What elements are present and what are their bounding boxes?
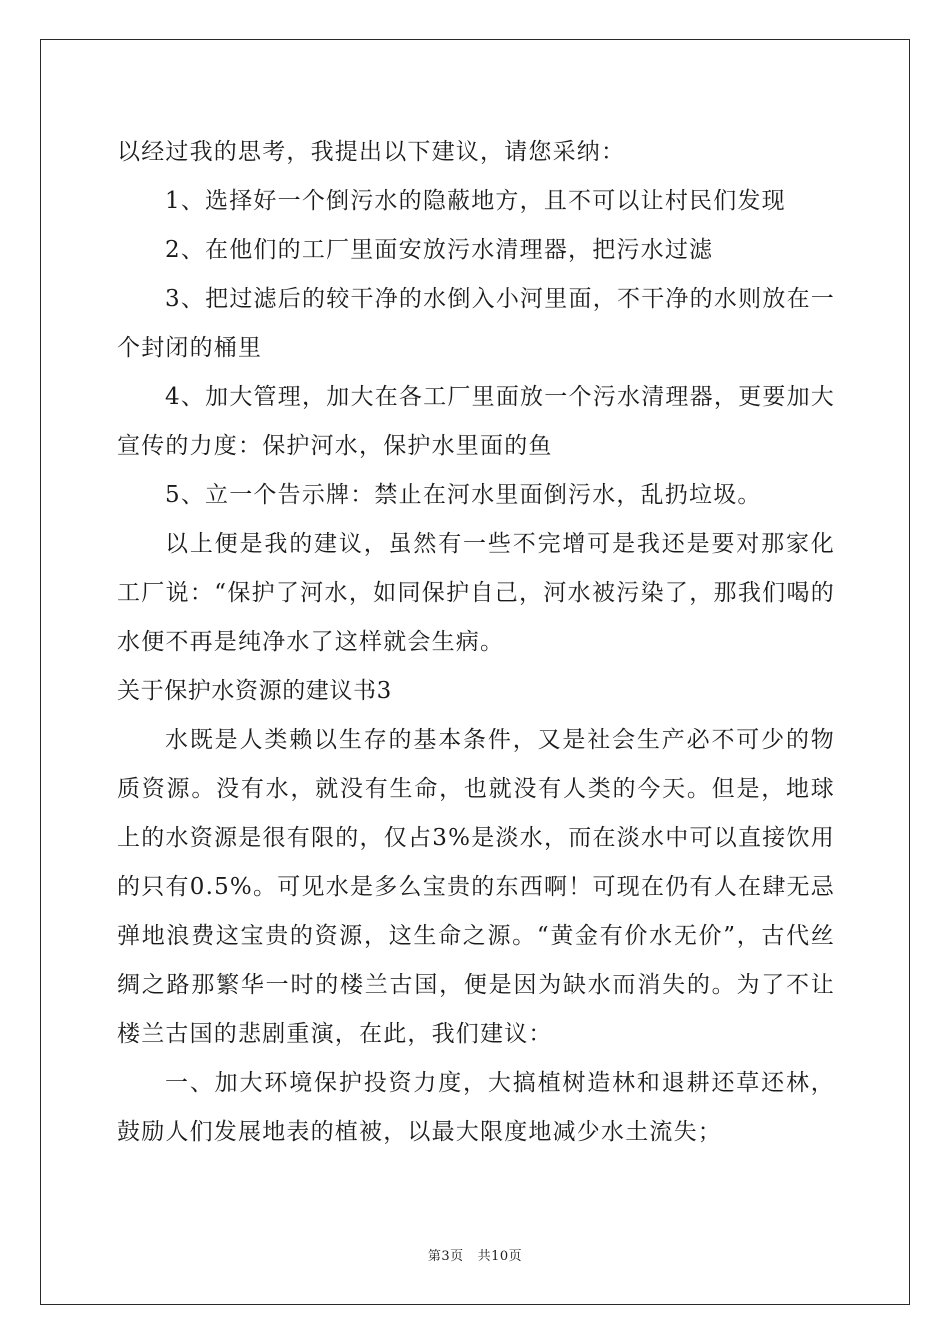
paragraph-suggestion-1: 一、加大环境保护投资力度，大搞植树造林和退耕还草还林，鼓励人们发展地表的植被，以最大限度地减少水土流失；: [117, 1070, 835, 1145]
paragraph-body: 水既是人类赖以生存的基本条件，又是社会生产必不可少的物质资源。没有水，就没有生命，也就没有人类的今天。但是，地球上的水资源是很有限的，仅占3%是淡水，而在淡水中可以直接饮用的只有0.5%。可见水是多么宝贵的东西啊！可现在仍有人在肆无忌弹地浪费这宝贵的资源，这生命之源。“黄金有价水无价”，古代丝绸之路那繁华一时的楼兰古国，便是因为缺水而消失的。为了不让楼兰古国的悲剧重演，在此，我们建议：: [117, 727, 835, 1047]
page-total: 共10页: [477, 1249, 523, 1264]
list-item-3: 3、把过滤后的较干净的水倒入小河里面，不干净的水则放在一个封闭的桶里: [117, 286, 835, 361]
paragraph-conclusion: 以上便是我的建议，虽然有一些不完增可是我还是要对那家化工厂说：“保护了河水，如同保护自己，河水被污染了，那我们喝的水便不再是纯净水了这样就会生病。: [117, 531, 835, 655]
page-footer: [0, 1245, 950, 1264]
list-item-2: 2、在他们的工厂里面安放污水清理器，把污水过滤: [165, 237, 714, 263]
paragraph-intro: 以经过我的思考，我提出以下建议，请您采纳：: [117, 139, 626, 165]
section-heading: 关于保护水资源的建议书3: [117, 678, 392, 704]
list-item-1: 1、选择好一个倒污水的隐蔽地方，且不可以让村民们发现: [165, 188, 786, 214]
page-number: 第3页: [427, 1249, 464, 1264]
list-item-5: 5、立一个告示牌：禁止在河水里面倒污水，乱扔垃圾。: [165, 482, 762, 508]
document-body: [117, 128, 835, 1157]
list-item-4: 4、加大管理，加大在各工厂里面放一个污水清理器，更要加大宣传的力度：保护河水，保护水里面的鱼: [117, 384, 835, 459]
